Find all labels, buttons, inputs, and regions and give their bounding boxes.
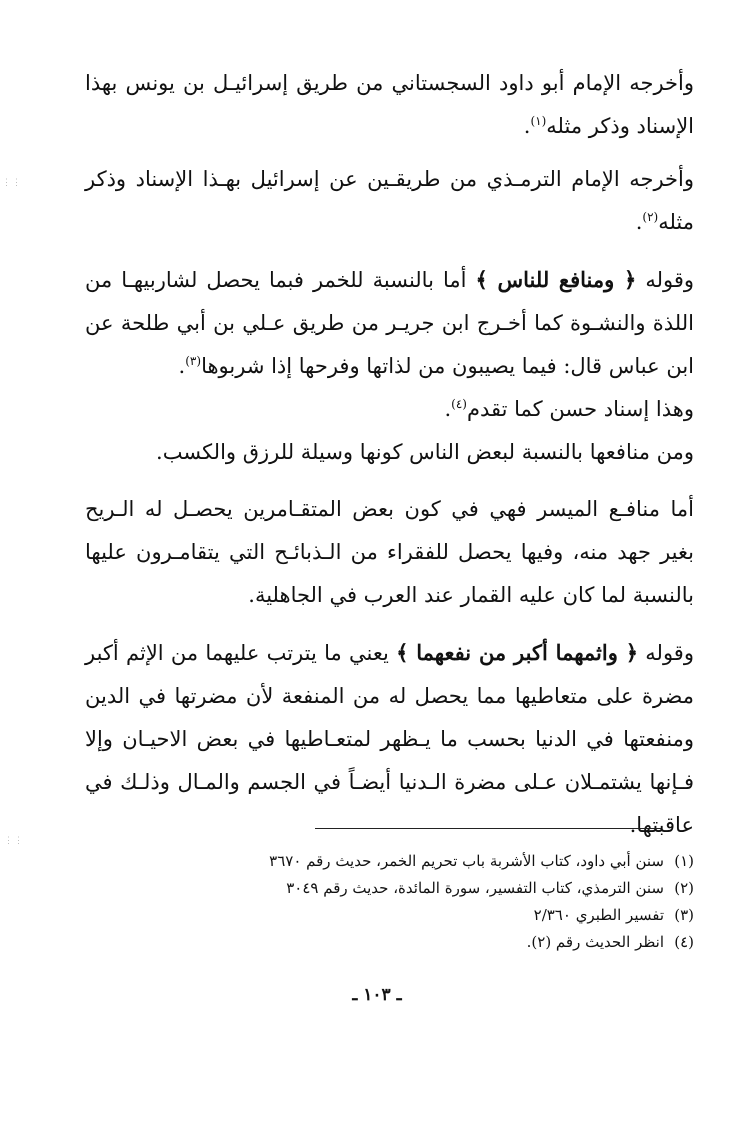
- footnote-ref-4: (٤): [451, 397, 467, 411]
- footnote-3: (٣)تفسير الطبري ٢/٣٦٠: [533, 906, 694, 924]
- page-number: ـ ١٠٣ ـ: [352, 985, 402, 1005]
- quran-quote: ﴿ واثمهما أكبر من نفعهما ﴾: [396, 640, 639, 665]
- paragraph-1: وأخرجه الإمام أبو داود السجستاني من طريق إسرائيـل بن يونس بهذا الإسناد وذكر مثله$^{(١)}$.: [85, 71, 694, 138]
- paragraph-4: وهذا إسناد حسن كما تقدم$^{(٤)}$.: [444, 397, 694, 421]
- scan-margin-mark: ⋮⋮: [4, 836, 24, 846]
- quran-quote: ﴿ ومنافع للناس ﴾: [475, 267, 637, 292]
- paragraph-5: ومن منافعها بالنسبة لبعض الناس كونها وسيلة للرزق والكسب.: [156, 440, 694, 464]
- footnote-1: (١)سنن أبي داود، كتاب الأشربة باب تحريم الخمر، حديث رقم ٣٦٧٠: [269, 852, 694, 870]
- main-text: [85, 62, 694, 847]
- footnote-2: (٢)سنن الترمذي، كتاب التفسير، سورة المائدة، حديث رقم ٣٠٤٩: [286, 879, 694, 897]
- footnote-ref-1: (١): [530, 114, 547, 128]
- paragraph-6: أما منافـع الميسر فهي في كون بعض المتقـامرين يحصـل له الـريح بغير جهد منه، وفيها يحصل للفقراء من الـذبائـح التي يتقامـرون عليها بالنسبة لما كان عليه القمار عند العرب في الجاهلية.: [85, 497, 694, 607]
- paragraph-3: وقوله ﴿ ومنافع للناس ﴾ أما بالنسبة للخمر فبما يحصل لشاربيهـا من اللذة والنشـوة كما أخـرج ابن جريـر من طريق عـلي بن أبي طلحة عن ابن عباس قال: فيما يصيبون من لذاتها وفرحها إذا شربوها$^{(٣)}$.: [85, 267, 695, 378]
- footnote-separator: [315, 828, 661, 829]
- paragraph-2: وأخرجه الإمام الترمـذي من طريقـين عن إسرائيل بهـذا الإسناد وذكر مثله$^{(٢)}$.: [85, 167, 694, 234]
- paragraph-7: وقوله ﴿ واثمهما أكبر من نفعهما ﴾ يعني ما يترتب عليهما من الإثم أكبر مضرة على متعاطيها مما يحصل له من المنفعة لأن مضرتها في الدين ومنفعتها في الدنيا بحسب ما يـظهر لمتعـاطيها في بعض الاحيـان وإلا فـإنها يشتمـلان عـلى مضرة الـدنيا أيضـاً في الجسم والمـال وذلـك في عاقبتها.: [85, 640, 694, 837]
- footnote-ref-3: (٣): [185, 354, 202, 368]
- scan-margin-mark: ⋮⋮: [2, 178, 22, 188]
- footnotes: [180, 848, 694, 956]
- footnote-ref-2: (٢): [642, 210, 659, 224]
- footnote-4: (٤)انظر الحديث رقم (٢).: [526, 933, 694, 951]
